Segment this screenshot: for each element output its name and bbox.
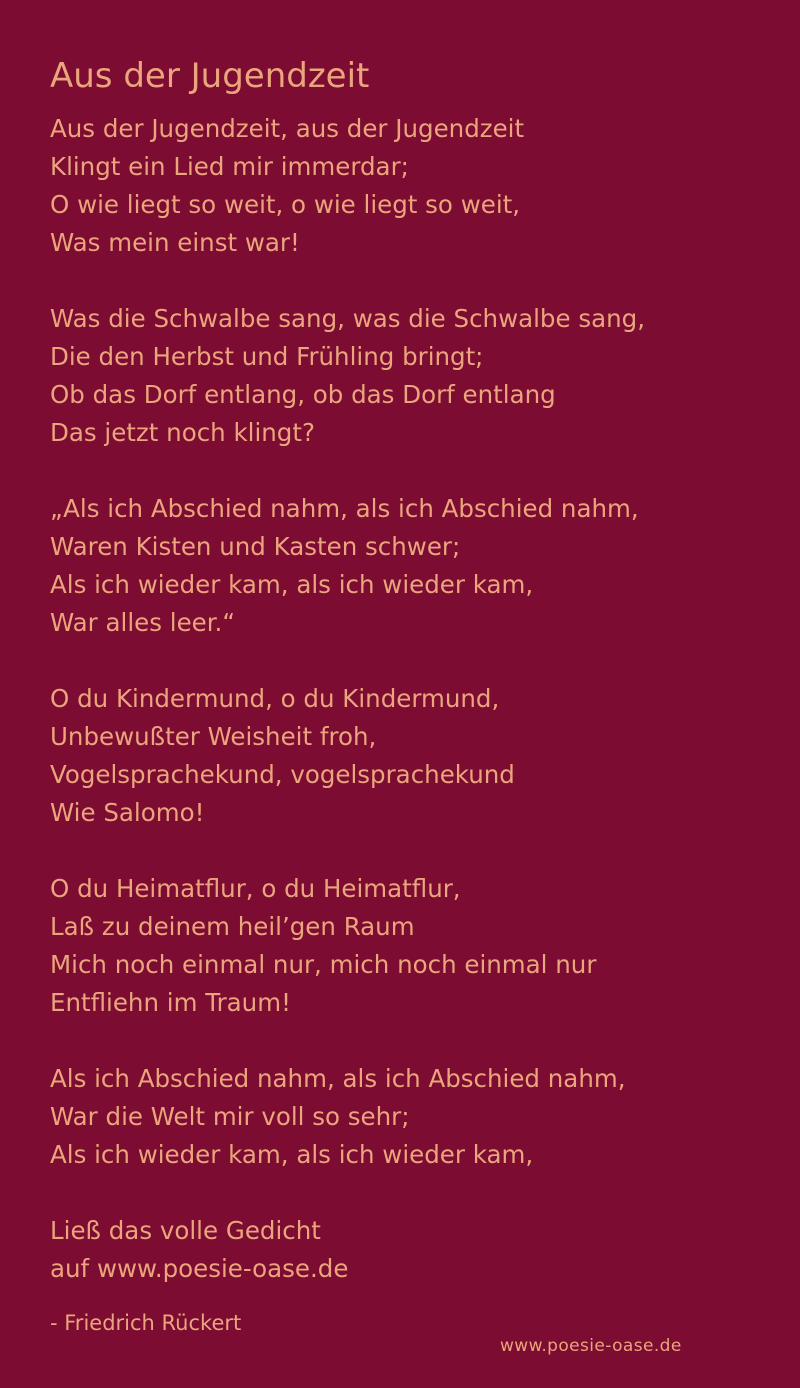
stanza bbox=[50, 300, 770, 452]
stanza bbox=[50, 490, 770, 642]
poem-line: Die den Herbst und Frühling bringt; bbox=[50, 342, 484, 371]
poem-line: Was mein einst war! bbox=[50, 228, 300, 257]
poem-title: Aus der Jugendzeit bbox=[50, 56, 370, 96]
poem-line: Ob das Dorf entlang, ob das Dorf entlang bbox=[50, 380, 556, 409]
poem-line: Klingt ein Lied mir immerdar; bbox=[50, 152, 409, 181]
poem-line: Wie Salomo! bbox=[50, 798, 205, 827]
poem-line: Als ich wieder kam, als ich wieder kam, bbox=[50, 570, 534, 599]
poem-line: O du Kindermund, o du Kindermund, bbox=[50, 684, 500, 713]
poem-line: Waren Kisten und Kasten schwer; bbox=[50, 532, 461, 561]
stanza bbox=[50, 1060, 770, 1174]
poem-line: Mich noch einmal nur, mich noch einmal nur bbox=[50, 950, 597, 979]
stanza bbox=[50, 110, 770, 262]
poem-line: Ließ das volle Gedicht bbox=[50, 1216, 321, 1245]
poem-line: Als ich wieder kam, als ich wieder kam, bbox=[50, 1140, 534, 1169]
poem-line: auf www.poesie-oase.de bbox=[50, 1254, 349, 1283]
poem-line: Was die Schwalbe sang, was die Schwalbe sang, bbox=[50, 304, 645, 333]
stanza-continue-note bbox=[50, 1212, 770, 1288]
poem-line: Als ich Abschied nahm, als ich Abschied nahm, bbox=[50, 1064, 626, 1093]
poem-line: Vogelsprachekund, vogelsprachekund bbox=[50, 760, 515, 789]
poem-line: „Als ich Abschied nahm, als ich Abschied nahm, bbox=[50, 494, 639, 523]
stanza bbox=[50, 870, 770, 1022]
poem-author: - Friedrich Rückert bbox=[50, 1311, 242, 1335]
stanza bbox=[50, 680, 770, 832]
poem-line: O du Heimatflur, o du Heimatflur, bbox=[50, 874, 461, 903]
poem-body bbox=[50, 110, 770, 1326]
poem-line: O wie liegt so weit, o wie liegt so weit, bbox=[50, 190, 521, 219]
poem-line: Laß zu deinem heil’gen Raum bbox=[50, 912, 415, 941]
poem-line: Unbewußter Weisheit froh, bbox=[50, 722, 377, 751]
poem-line: Entfliehn im Traum! bbox=[50, 988, 291, 1017]
poem-line: War alles leer.“ bbox=[50, 608, 236, 637]
footer-website-url: www.poesie-oase.de bbox=[500, 1336, 682, 1356]
poem-line: Aus der Jugendzeit, aus der Jugendzeit bbox=[50, 114, 525, 143]
poem-line: War die Welt mir voll so sehr; bbox=[50, 1102, 410, 1131]
poem-line: Das jetzt noch klingt? bbox=[50, 418, 315, 447]
